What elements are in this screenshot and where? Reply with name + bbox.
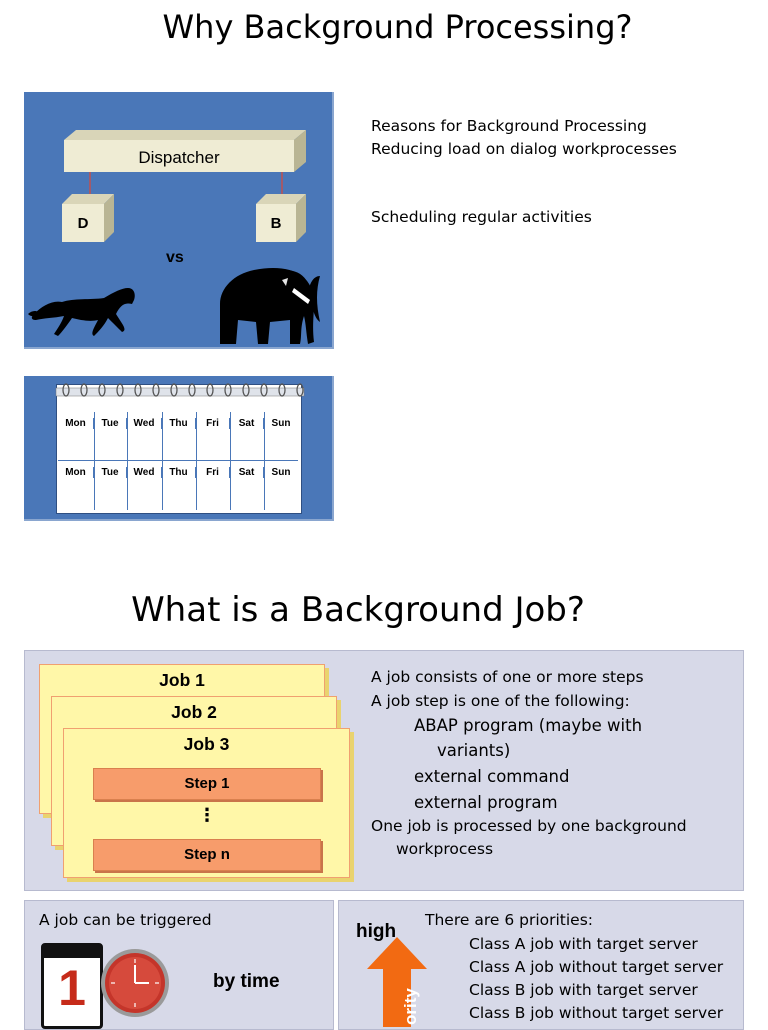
priorities-panel xyxy=(338,900,744,1030)
horse-icon xyxy=(28,288,135,336)
calendar-day: Thu xyxy=(162,418,196,429)
job-text-line: external command xyxy=(414,767,570,786)
calendar-day-number: 1 xyxy=(58,960,86,1016)
calendar-day: Wed xyxy=(127,467,162,478)
step-last: Step n xyxy=(93,839,321,871)
trigger-text: A job can be triggered xyxy=(39,911,212,929)
job-text-line: One job is processed by one background xyxy=(371,817,687,835)
job-text-line: A job step is one of the following: xyxy=(371,692,630,710)
elephant-icon xyxy=(220,268,320,344)
dialog-workprocess-box-label: D xyxy=(77,215,89,232)
dispatcher-label: Dispatcher xyxy=(138,148,220,167)
calendar-panel xyxy=(24,376,334,521)
slide2-title: What is a Background Job? xyxy=(131,590,585,630)
by-time-label: by time xyxy=(213,971,280,992)
calendar-day: Fri xyxy=(196,418,230,429)
calendar-day: Thu xyxy=(162,467,196,478)
job-card-2-label: Job 2 xyxy=(171,702,217,722)
calendar-day: Mon xyxy=(58,467,94,478)
priority-item: Class B job with target server xyxy=(469,981,698,999)
background-job-panel xyxy=(24,650,744,891)
calendar-day: Tue xyxy=(94,418,127,429)
high-label: high xyxy=(356,921,397,942)
dispatcher-diagram-panel xyxy=(24,92,334,349)
job-text-line: external program xyxy=(414,793,558,812)
reasons-heading: Reasons for Background Processing xyxy=(371,117,647,135)
job-text-line: ABAP program (maybe with xyxy=(414,716,643,735)
vs-label: vs xyxy=(166,249,184,266)
reason-dialog-load: Reducing load on dialog workprocesses xyxy=(371,140,677,158)
reason-scheduling: Scheduling regular activities xyxy=(371,208,592,226)
calendar-day-icon xyxy=(41,943,103,1029)
calendar-day: Sat xyxy=(230,418,264,429)
priorities-title: There are 6 priorities: xyxy=(425,911,594,929)
clock-icon xyxy=(99,947,171,1019)
step-ellipsis: ⋮ xyxy=(198,805,216,826)
job-text-line: A job consists of one or more steps xyxy=(371,668,644,686)
background-workprocess-box-label: B xyxy=(270,215,282,232)
priority-item: Class A job without target server xyxy=(469,958,724,976)
job-card-1-label: Job 1 xyxy=(159,670,205,690)
priority-item: Class A job with target server xyxy=(469,935,698,953)
priority-item: Class B job without target server xyxy=(469,1004,724,1022)
calendar-day: Wed xyxy=(127,418,162,429)
job-text-line: workprocess xyxy=(396,840,494,858)
calendar-day: Sat xyxy=(230,467,264,478)
calendar-day: Sun xyxy=(271,467,291,478)
job-card-3-label: Job 3 xyxy=(183,734,230,754)
trigger-panel xyxy=(24,900,334,1030)
step-first: Step 1 xyxy=(93,768,321,800)
calendar-day: Sun xyxy=(271,418,291,429)
calendar-spiral-binding xyxy=(52,380,312,400)
calendar-grid xyxy=(58,412,298,510)
slide1-title: Why Background Processing? xyxy=(162,8,633,46)
calendar-day: Mon xyxy=(58,418,94,429)
job-text-line: variants) xyxy=(437,741,511,760)
calendar-day: Tue xyxy=(94,467,127,478)
priority-arrow-label: ority xyxy=(401,988,420,1025)
calendar-day: Fri xyxy=(196,467,230,478)
